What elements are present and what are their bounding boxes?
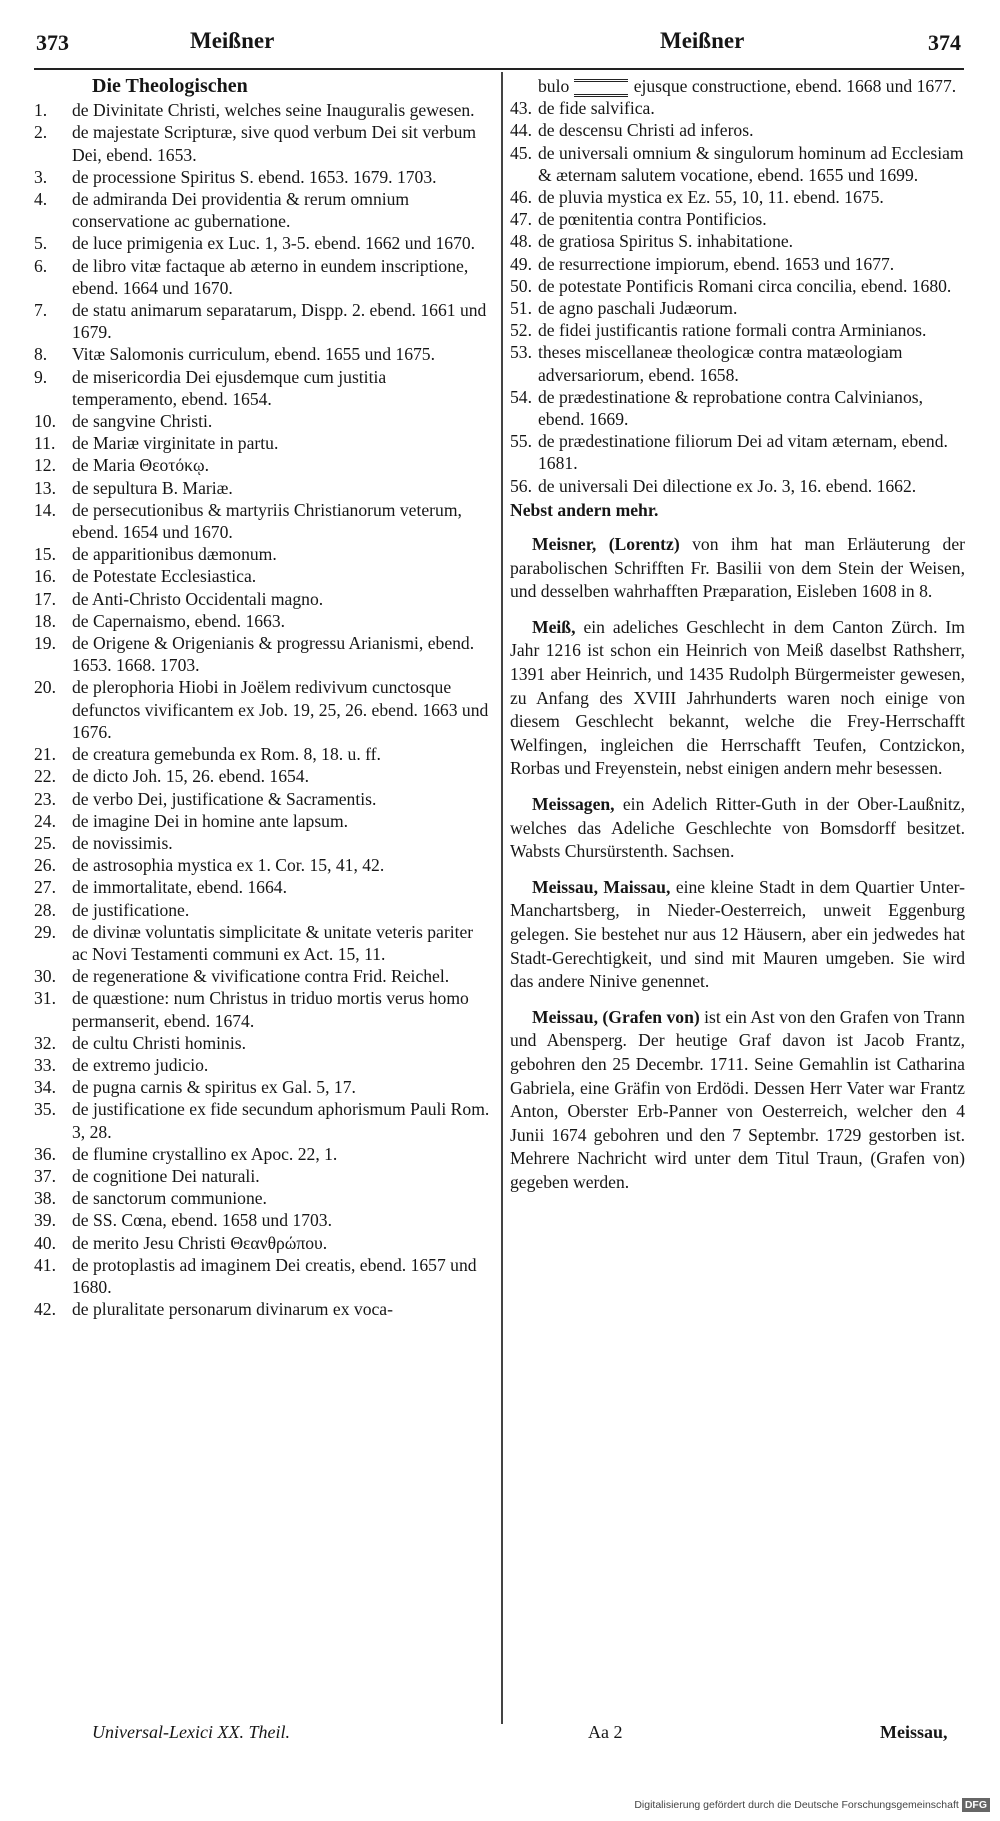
item-number: 28. — [34, 899, 56, 920]
list-item — [510, 475, 965, 497]
item-text: de potestate Pontificis Romani circa concilia, ebend. 1680. — [538, 275, 952, 296]
lexicon-entry — [510, 1006, 965, 1195]
continued-item — [510, 75, 965, 97]
list-item — [510, 386, 965, 430]
list-item — [34, 632, 490, 676]
item-text: de processione Spiritus S. ebend. 1653. 1679. 1703. — [72, 166, 437, 187]
item-number: 19. — [34, 633, 56, 654]
item-number: 56. — [510, 475, 532, 496]
item-text: de pluvia mystica ex Ez. 55, 10, 11. ebend. 1675. — [538, 187, 884, 208]
item-text: de agno paschali Judæorum. — [538, 298, 738, 319]
list-item — [34, 432, 490, 454]
list-item — [34, 1298, 490, 1320]
right-column — [510, 75, 965, 1195]
list-item — [34, 987, 490, 1031]
item-number: 22. — [34, 766, 56, 787]
item-text: de sangvine Christi. — [72, 411, 213, 432]
item-number: 51. — [510, 298, 532, 319]
item-text: de libro vitæ factaque ab æterno in eundem inscriptione, ebend. 1664 und 1670. — [72, 255, 469, 298]
list-item — [510, 430, 965, 474]
list-item — [34, 1054, 490, 1076]
continuation-text-b: ejusque constructione, ebend. 1668 und 1677. — [633, 76, 957, 96]
entry-headword: Meissau, Maissau, — [532, 876, 671, 897]
item-text: de universali Dei dilectione ex Jo. 3, 16. ebend. 1662. — [538, 475, 917, 496]
item-text: de quæstione: num Christus in triduo mortis verus homo permanserit, ebend. 1674. — [72, 988, 469, 1031]
list-item — [510, 341, 965, 385]
item-text: de fidei justificantis ratione formali contra Arminianos. — [538, 320, 927, 341]
header-rule — [34, 68, 964, 70]
item-number: 52. — [510, 320, 532, 341]
entry-text: ist ein Ast von den Grafen von Trann und Abensperg. Der heutige Graf davon ist Jacob Frantz, gebohren den 25 Decembr. 1711. Seine Gemahlin ist Catharina Gabriela, eine Gräfin von Erdödi. Dessen Herr Vater war Frantz Anton, Oberster Erb-Panner von Oesterreich, welcher den 4 Junii 1674 gebohren und den 7 Septembr. 1729 gestorben ist. Mehrere Nachricht wird unter dem Titul Traun, (Grafen von) gegeben werden. — [510, 1006, 965, 1192]
entry-text: ein adeliches Geschlecht in dem Canton Zürch. Im Jahr 1216 ist schon ein Heinrich von Meiß daselbst Rathsherr, 1391 aber Heinrich, und 1435 Rudolph Bürgermeister gewesen, zu Anfang des XVIII Jahrhunderts waren noch einige von diesem Geschlecht bekannt, welche die Frey-Herrschafft Welfingen, ingleichen die Herrschafft Teufen, Contzickon, Rorbas und Freyenstein, nebst einigen andern mehr besessen. — [510, 616, 965, 779]
item-text: de justificatione. — [72, 899, 190, 920]
lexicon-entry — [510, 876, 965, 994]
item-text: de Mariæ virginitate in partu. — [72, 433, 279, 454]
item-text: de universali omnium & singulorum hominum ad Ecclesiam & æternam salutem vocatione, ebend. 1655 und 1699. — [538, 142, 964, 185]
item-number: 27. — [34, 877, 56, 898]
item-text: de Capernaismo, ebend. 1663. — [72, 610, 286, 631]
list-item — [34, 565, 490, 587]
item-number: 54. — [510, 386, 532, 407]
item-number: 7. — [34, 300, 48, 321]
item-number: 21. — [34, 744, 56, 765]
list-item — [34, 921, 490, 965]
list-item — [34, 1143, 490, 1165]
item-text: de creatura gemebunda ex Rom. 8, 18. u. ff. — [72, 744, 381, 765]
list-item — [34, 99, 490, 121]
item-text: de gratiosa Spiritus S. inhabitatione. — [538, 231, 794, 252]
item-text: de prædestinatione filiorum Dei ad vitam æternam, ebend. 1681. — [538, 431, 948, 474]
list-item — [34, 765, 490, 787]
list-item — [34, 1165, 490, 1187]
catchword: Meissau, — [880, 1722, 948, 1742]
item-number: 5. — [34, 233, 48, 254]
signature-mark: Aa 2 — [588, 1722, 623, 1742]
item-number: 35. — [34, 1099, 56, 1120]
list-item — [34, 876, 490, 898]
item-text: de admiranda Dei providentia & rerum omnium conservatione ac gubernatione. — [72, 189, 410, 232]
item-number: 34. — [34, 1077, 56, 1098]
item-text: Vitæ Salomonis curriculum, ebend. 1655 und 1675. — [72, 344, 435, 365]
list-item — [34, 1098, 490, 1142]
continuation-text-a: bulo — [538, 76, 570, 96]
item-text: de SS. Cœna, ebend. 1658 und 1703. — [72, 1210, 332, 1231]
item-number: 40. — [34, 1232, 56, 1253]
item-text: de prædestinatione & reprobatione contra Calvinianos, ebend. 1669. — [538, 386, 924, 430]
item-text: de plerophoria Hiobi in Joëlem redivivum cunctosque defunctos vivificantem ex Job. 19, 25, 26. ebend. 1663 und 1676. — [72, 677, 489, 742]
column-divider — [501, 72, 503, 1724]
list-item — [34, 366, 490, 410]
dfg-logo: DFG — [962, 1798, 990, 1812]
item-number: 26. — [34, 855, 56, 876]
left-column — [34, 75, 490, 1320]
list-item — [34, 743, 490, 765]
item-number: 15. — [34, 544, 56, 565]
entry-headword: Meiß, — [532, 616, 576, 637]
list-tail: Nebst andern mehr. — [510, 499, 659, 520]
item-number: 33. — [34, 1054, 56, 1075]
item-number: 14. — [34, 499, 56, 520]
item-text: de divinæ voluntatis simplicitate & unitate veteris pariter ac Novi Testamenti communi ex Act. 15, 11. — [72, 921, 474, 964]
list-item — [34, 832, 490, 854]
list-item — [34, 1187, 490, 1209]
item-number: 8. — [34, 344, 48, 365]
item-number: 13. — [34, 477, 56, 498]
item-number: 42. — [34, 1299, 56, 1320]
item-text: de extremo judicio. — [72, 1054, 209, 1075]
item-text: de fide salvifica. — [538, 98, 655, 119]
list-item — [510, 297, 965, 319]
right-item-list — [510, 97, 965, 497]
item-number: 9. — [34, 366, 48, 387]
item-number: 55. — [510, 431, 532, 452]
list-item — [34, 810, 490, 832]
running-head-left: Meißner — [190, 28, 275, 53]
item-text: de Maria Θεοτόκῳ. — [72, 455, 210, 476]
list-item — [34, 1209, 490, 1231]
item-number: 1. — [34, 100, 48, 121]
list-item — [34, 121, 490, 165]
page-number-left: 373 — [36, 30, 69, 55]
list-item — [34, 499, 490, 543]
item-number: 45. — [510, 142, 532, 163]
entry-headword: Meissagen, — [532, 794, 615, 814]
item-number: 17. — [34, 588, 56, 609]
list-item — [34, 255, 490, 299]
list-item — [34, 1076, 490, 1098]
list-item — [34, 1254, 490, 1298]
item-text: de justificatione ex fide secundum aphorismum Pauli Rom. 3, 28. — [72, 1099, 490, 1142]
list-item — [34, 965, 490, 987]
item-text: de merito Jesu Christi Θεανθρώπου. — [72, 1232, 328, 1253]
item-number: 10. — [34, 411, 56, 432]
item-text: de verbo Dei, justificatione & Sacramentis. — [72, 788, 377, 809]
item-text: de pugna carnis & spiritus ex Gal. 5, 17. — [72, 1077, 356, 1098]
list-item — [34, 543, 490, 565]
item-number: 20. — [34, 677, 56, 698]
list-item — [34, 166, 490, 188]
page-number-right: 374 — [928, 30, 961, 55]
item-number: 37. — [34, 1165, 56, 1186]
item-text: de sepultura B. Mariæ. — [72, 477, 233, 498]
item-text: de apparitionibus dæmonum. — [72, 544, 277, 565]
list-item — [34, 343, 490, 365]
digitization-text: Digitalisierung gefördert durch die Deutsche Forschungsgemeinschaft — [634, 1799, 959, 1811]
item-number: 31. — [34, 988, 56, 1009]
list-item — [510, 275, 965, 297]
item-number: 29. — [34, 921, 56, 942]
item-text: de Origene & Origenianis & progressu Arianismi, ebend. 1653. 1668. 1703. — [72, 633, 475, 676]
item-text: de pœnitentia contra Pontificios. — [538, 209, 767, 230]
lexicon-entry — [510, 793, 965, 864]
item-text: de sanctorum communione. — [72, 1188, 267, 1209]
item-text: de Anti-Christo Occidentali magno. — [72, 588, 324, 609]
entry-headword: Meissau, (Grafen von) — [532, 1006, 700, 1027]
item-number: 39. — [34, 1210, 56, 1231]
item-text: de cultu Christi hominis. — [72, 1032, 246, 1053]
item-number: 47. — [510, 209, 532, 230]
list-item — [34, 454, 490, 476]
item-text: de imagine Dei in homine ante lapsum. — [72, 810, 349, 831]
list-item — [34, 588, 490, 610]
list-item — [34, 899, 490, 921]
running-head-right: Meißner — [660, 28, 745, 53]
item-text: de dicto Joh. 15, 26. ebend. 1654. — [72, 766, 309, 787]
item-number: 25. — [34, 832, 56, 853]
item-number: 3. — [34, 166, 48, 187]
list-item — [34, 410, 490, 432]
entry-text: ein Adelich Ritter-Guth in der Ober-Laußnitz, welches das Adeliche Geschlechte von Bomsdorff besitzet. Wabsts Chursürstenth. Sachsen. — [510, 794, 965, 862]
list-item — [34, 299, 490, 343]
item-number: 23. — [34, 788, 56, 809]
item-text: de luce primigenia ex Luc. 1, 3-5. ebend. 1662 und 1670. — [72, 233, 476, 254]
section-title: Die Theologischen — [92, 75, 248, 97]
lexicon-entry — [510, 533, 965, 604]
list-item — [34, 676, 490, 743]
item-text: de Potestate Ecclesiastica. — [72, 566, 257, 587]
list-item — [34, 1232, 490, 1254]
item-number: 11. — [34, 433, 56, 454]
item-text: de resurrectione impiorum, ebend. 1653 und 1677. — [538, 253, 895, 274]
list-item — [510, 97, 965, 119]
list-item — [34, 477, 490, 499]
item-number: 50. — [510, 275, 532, 296]
lexicon-entries — [510, 533, 965, 1194]
entry-headword: Meisner, (Lorentz) — [532, 534, 680, 555]
entry-text: von ihm hat man Erläuterung der parabolischen Schrifften Fr. Basilii von dem Stein der Weisen, und desselben wahrhafften Præparation, Eisleben 1608 in 8. — [510, 534, 965, 602]
item-text: de regeneratione & vivificatione contra Frid. Reichel. — [72, 966, 450, 987]
item-number: 30. — [34, 966, 56, 987]
item-number: 18. — [34, 610, 56, 631]
list-item — [510, 142, 965, 186]
list-item — [510, 208, 965, 230]
item-number: 41. — [34, 1254, 56, 1275]
item-number: 43. — [510, 98, 532, 119]
item-number: 24. — [34, 810, 56, 831]
item-number: 16. — [34, 566, 56, 587]
left-item-list — [34, 99, 490, 1320]
item-number: 44. — [510, 120, 532, 141]
item-number: 32. — [34, 1032, 56, 1053]
item-number: 48. — [510, 231, 532, 252]
list-item — [510, 119, 965, 141]
item-text: de statu animarum separatarum, Dispp. 2. ebend. 1661 und 1679. — [72, 300, 487, 343]
item-number: 2. — [34, 122, 48, 143]
list-item — [510, 186, 965, 208]
item-text: theses miscellaneæ theologicæ contra matæologiam adversariorum, ebend. 1658. — [538, 342, 903, 385]
list-item — [510, 319, 965, 341]
list-item — [34, 1032, 490, 1054]
item-number: 12. — [34, 455, 56, 476]
item-number: 46. — [510, 187, 532, 208]
item-text: de cognitione Dei naturali. — [72, 1165, 260, 1186]
item-text: de astrosophia mystica ex 1. Cor. 15, 41, 42. — [72, 855, 385, 876]
item-number: 49. — [510, 253, 532, 274]
item-text: de pluralitate personarum divinarum ex voca- — [72, 1299, 393, 1320]
entry-text: eine kleine Stadt in dem Quartier Unter-Manchartsberg, in Nieder-Oesterreich, unweit Eggenburg gelegen. Sie bestehet nur aus 12 Häusern, aber ein jedwedes hat Stadt-Gerechtigkeit, und sind mit Mauren umgeben. Sie wird das andere Ninive genennet. — [510, 876, 965, 992]
item-text: de persecutionibus & martyriis Christianorum veterum, ebend. 1654 und 1670. — [72, 499, 462, 543]
item-number: 36. — [34, 1143, 56, 1164]
list-item — [34, 788, 490, 810]
item-text: de descensu Christi ad inferos. — [538, 120, 754, 141]
item-number: 53. — [510, 342, 532, 363]
item-text: de novissimis. — [72, 832, 173, 853]
list-item — [34, 854, 490, 876]
list-item — [510, 230, 965, 252]
list-item — [34, 188, 490, 232]
lexicon-entry — [510, 616, 965, 781]
item-number: 38. — [34, 1188, 56, 1209]
item-text: de majestate Scripturæ, sive quod verbum Dei sit verbum Dei, ebend. 1653. — [72, 122, 477, 165]
item-text: de Divinitate Christi, welches seine Inauguralis gewesen. — [72, 100, 475, 121]
item-text: de misericordia Dei ejusdemque cum justitia temperamento, ebend. 1654. — [72, 366, 387, 409]
item-number: 6. — [34, 255, 48, 276]
list-item — [510, 253, 965, 275]
item-number: 4. — [34, 189, 48, 210]
item-text: de flumine crystallino ex Apoc. 22, 1. — [72, 1143, 338, 1164]
list-item — [34, 610, 490, 632]
signature-left: Universal-Lexici XX. Theil. — [92, 1722, 290, 1742]
hebrew-word-image — [574, 79, 628, 97]
item-text: de protoplastis ad imaginem Dei creatis, ebend. 1657 und 1680. — [72, 1254, 477, 1297]
digitization-note — [634, 1798, 990, 1812]
item-text: de immortalitate, ebend. 1664. — [72, 877, 287, 898]
list-item — [34, 232, 490, 254]
